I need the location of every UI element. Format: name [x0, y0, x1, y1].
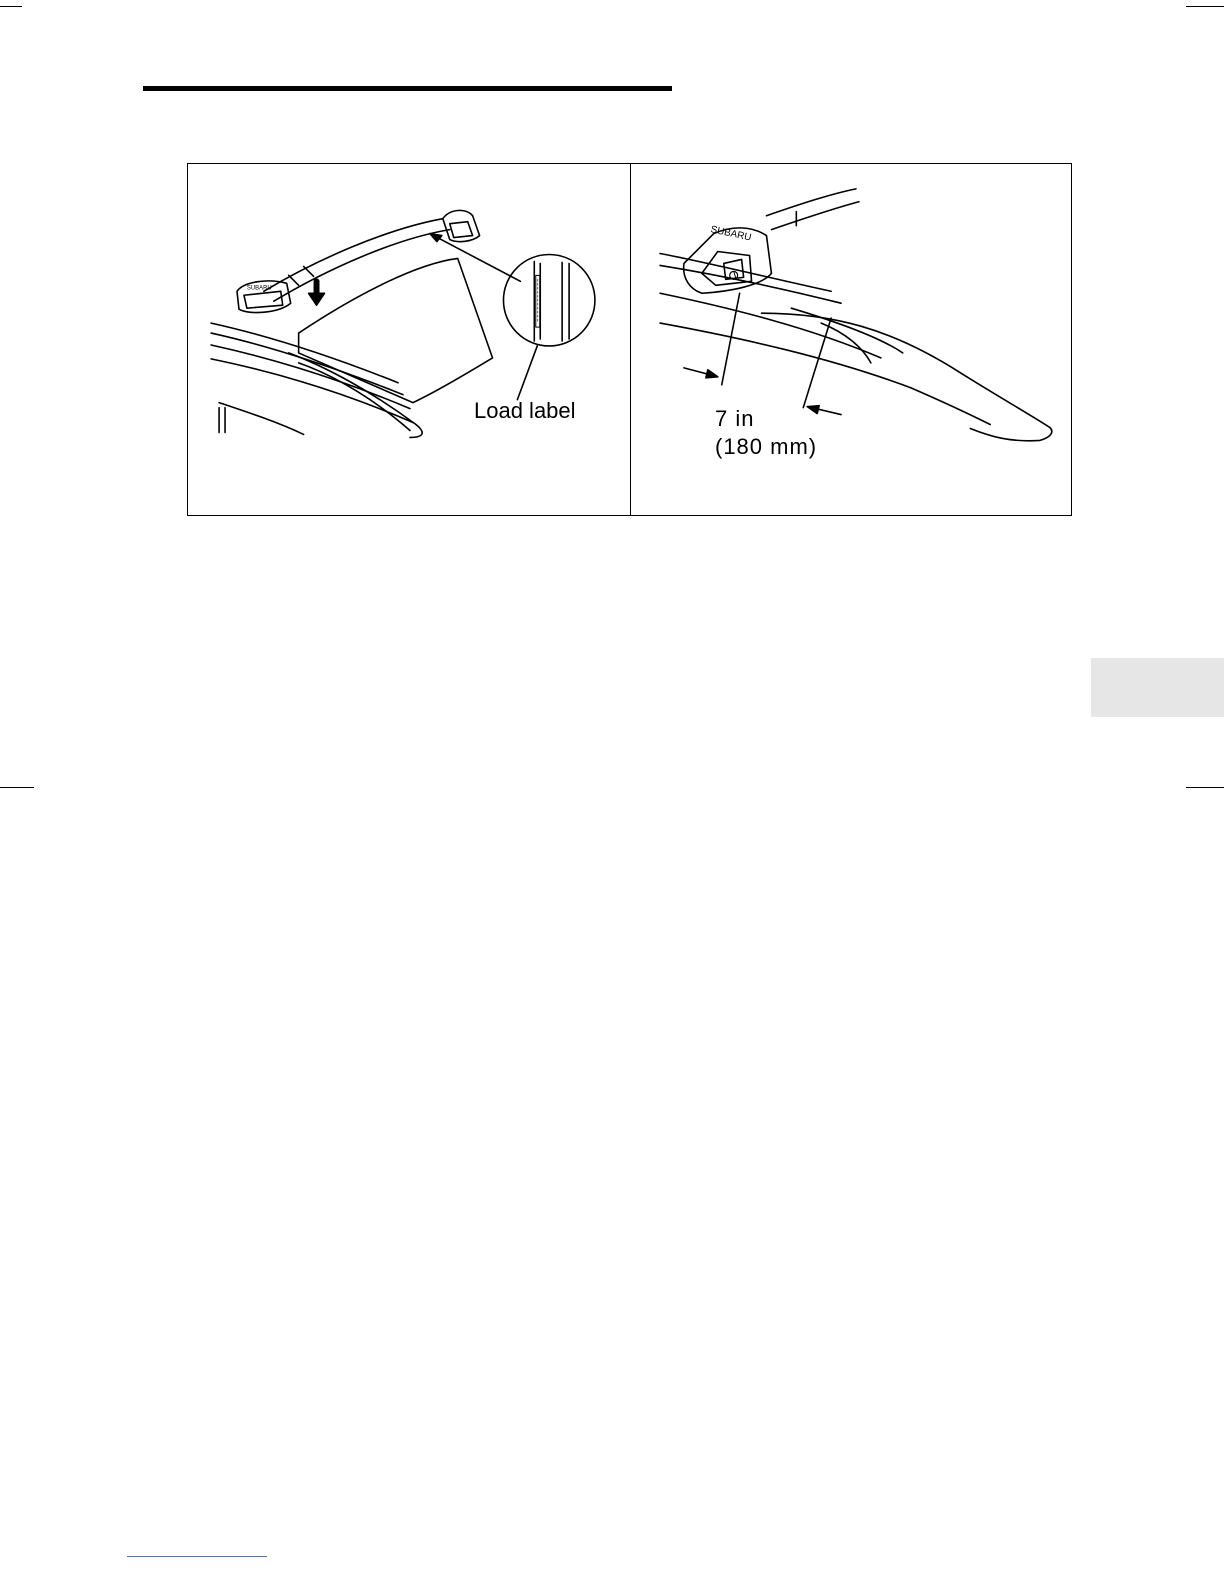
footer-link-underline[interactable]: [127, 1556, 267, 1557]
left-panel-crossbar-install: [188, 164, 630, 515]
crop-mark-mid-right: [1186, 787, 1224, 788]
roof-rack-figure: [187, 163, 1072, 516]
crop-mark-mid-left: [0, 787, 34, 788]
right-panel-illustration: [631, 164, 1072, 515]
section-title-rule: [143, 86, 672, 91]
right-foot-badge-text: SUBARU: [709, 224, 753, 244]
crop-mark-top-left: [0, 6, 22, 7]
dimension-metric: (180 mm): [715, 434, 818, 459]
right-panel-crossbar-position: [630, 164, 1072, 515]
left-panel-illustration: [188, 164, 630, 515]
crop-mark-top-right: [1186, 6, 1224, 7]
dimension-imperial: 7 in: [715, 406, 755, 431]
chapter-thumb-tab: [1091, 658, 1224, 717]
left-foot-badge-text: SUBARU: [246, 285, 272, 292]
load-label-callout: Load label: [474, 398, 576, 423]
